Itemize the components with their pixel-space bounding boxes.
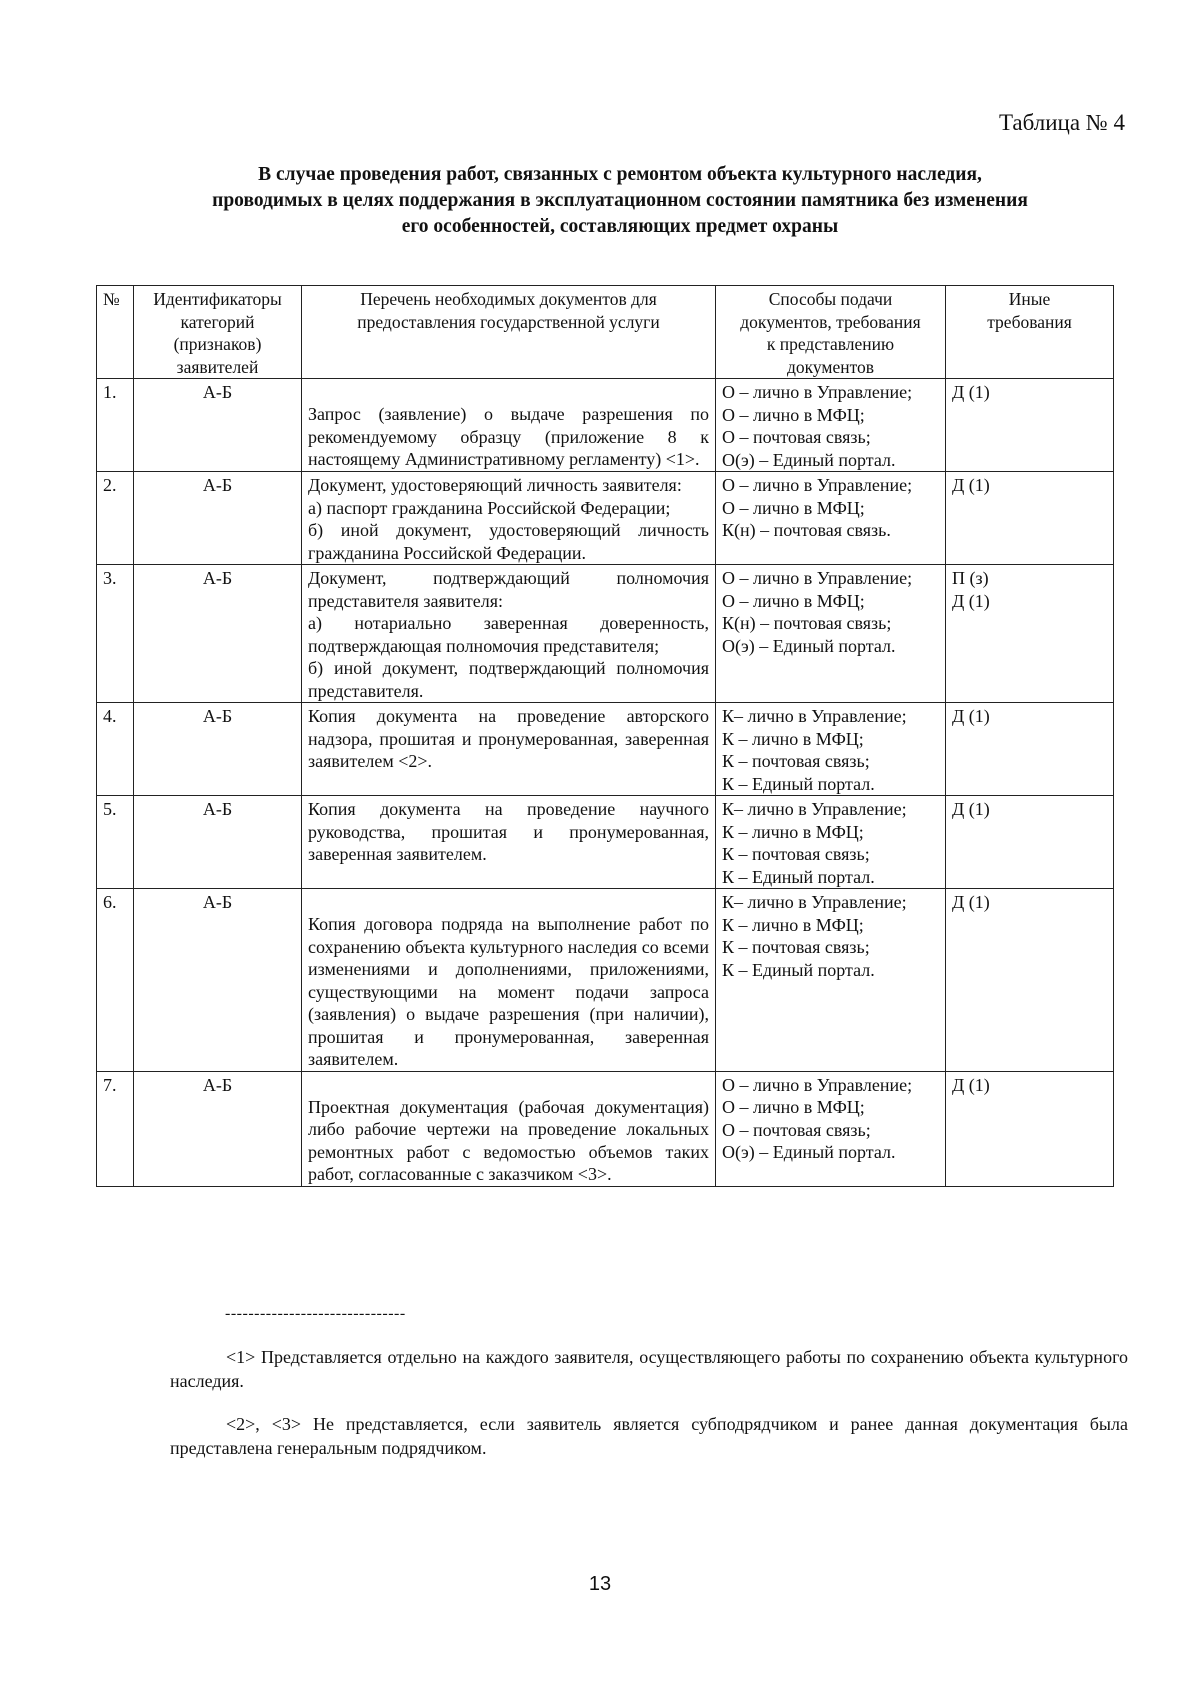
row-other: Д (1) [946,472,1114,565]
row-other: Д (1) [946,889,1114,1072]
heading-line: В случае проведения работ, связанных с ремонтом объекта культурного наследия, [258,164,982,185]
row-num: 7. [97,1071,134,1186]
row-identifier: А-Б [134,1071,302,1186]
heading-line: проводимых в целях поддержания в эксплуатационном состоянии памятника без изменения [212,190,1028,211]
row-identifier: А-Б [134,889,302,1072]
row-identifier: А-Б [134,472,302,565]
requirements-table [96,285,1114,1187]
table-row [97,703,1114,796]
row-methods: О – лично в Управление; О – лично в МФЦ; О – почтовая связь; О(э) – Единый портал. [716,1071,946,1186]
table-row [97,1071,1114,1186]
heading-line: его особенностей, составляющих предмет охраны [401,216,839,237]
row-num: 2. [97,472,134,565]
row-num: 1. [97,379,134,472]
row-methods: О – лично в Управление; О – лично в МФЦ; К(н) – почтовая связь; О(э) – Единый портал. [716,565,946,703]
table-row [97,565,1114,703]
row-methods: К– лично в Управление; К – лично в МФЦ; К – почтовая связь; К – Единый портал. [716,889,946,1072]
table-row [97,379,1114,472]
row-documents: Копия договора подряда на выполнение работ по сохранению объекта культурного наследия со всеми изменениями и дополнениями, приложениями, существующими на момент подачи запроса (заявления) о выдаче разрешения (при наличии), прошитая и пронумерованная, заверенная заявителем. [302,889,716,1072]
row-documents: Документ, удостоверяющий личность заявителя: а) паспорт гражданина Российской Федерации; б) иной документ, удостоверяющий личность гражданина Российской Федерации. [302,472,716,565]
row-other: П (з) Д (1) [946,565,1114,703]
row-identifier: А-Б [134,379,302,472]
row-methods: О – лично в Управление; О – лично в МФЦ; К(н) – почтовая связь. [716,472,946,565]
row-identifier: А-Б [134,703,302,796]
row-documents: Проектная документация (рабочая документация) либо рабочие чертежи на проведение локальных ремонтных работ с ведомостью объемов таких работ, согласованные с заказчиком <3>. [302,1071,716,1186]
header-num: № [97,286,134,379]
row-methods: О – лично в Управление; О – лично в МФЦ; О – почтовая связь; О(э) – Единый портал. [716,379,946,472]
table-row [97,796,1114,889]
row-identifier: А-Б [134,796,302,889]
table-caption: Таблица № 4 [998,110,1125,135]
table-row [97,472,1114,565]
table-row [97,889,1114,1072]
footnote-2: <2>, <3> Не представляется, если заявитель является субподрядчиком и ранее данная документация была представлена генеральным подрядчиком. [170,1414,1128,1458]
header-identifiers: Идентификаторы категорий (признаков) заявителей [134,286,302,379]
row-documents: Документ, подтверждающий полномочия представителя заявителя: а) нотариально заверенная доверенность, подтверждающая полномочия представителя; б) иной документ, подтверждающий полномочия представителя. [302,565,716,703]
row-num: 6. [97,889,134,1072]
row-methods: К– лично в Управление; К – лично в МФЦ; К – почтовая связь; К – Единый портал. [716,796,946,889]
row-identifier: А-Б [134,565,302,703]
page-number: 13 [588,1573,612,1595]
page-heading [130,162,1110,240]
row-other: Д (1) [946,703,1114,796]
row-num: 3. [97,565,134,703]
footnote-separator: ------------------------------- [225,1305,406,1322]
row-other: Д (1) [946,796,1114,889]
footnote-1: <1> Представляется отдельно на каждого заявителя, осуществляющего работы по сохранению объекта культурного наследия. [170,1347,1128,1391]
row-documents: Копия документа на проведение научного руководства, прошитая и пронумерованная, заверенная заявителем. [302,796,716,889]
row-documents: Копия документа на проведение авторского надзора, прошитая и пронумерованная, заверенная заявителем <2>. [302,703,716,796]
row-methods: К– лично в Управление; К – лично в МФЦ; К – почтовая связь; К – Единый портал. [716,703,946,796]
header-methods: Способы подачи документов, требования к представлению документов [716,286,946,379]
row-other: Д (1) [946,379,1114,472]
row-num: 4. [97,703,134,796]
row-other: Д (1) [946,1071,1114,1186]
header-documents: Перечень необходимых документов для предоставления государственной услуги [302,286,716,379]
row-documents: Запрос (заявление) о выдаче разрешения по рекомендуемому образцу (приложение 8 к настоящему Административному регламенту) <1>. [302,379,716,472]
table-header-row [97,286,1114,379]
header-other: Иные требования [946,286,1114,379]
row-num: 5. [97,796,134,889]
